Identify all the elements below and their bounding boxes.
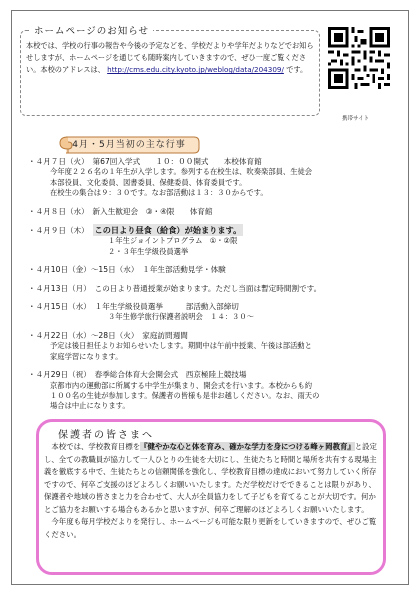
schedule-item-main: ・４月10日（金）～15日（水） １年生部活動見学・体験 — [28, 265, 226, 275]
schedule-item-main: ・４月７日（火） 第67回入学式 １０：００開式 本校体育館 — [28, 157, 262, 166]
schedule-item — [28, 207, 400, 217]
notice-text: 本校では、学校の行事の報告や今後の予定などを、学校だよりや学年だよりなどでお知らせしますが、ホームページを通じても随時案内していきますので、ぜひ一度ご覧ください。本校のアドレスは、 — [26, 41, 314, 74]
guardians-text: と設定し、全ての教職員が協力して一人ひとりの生徒を大切にし、生徒たちと時間と場所を共有する現場主義を徹底する中で、生徒たちとの信頼関係を強化し、学校教育目標の達成において努力していく所存ですので、何卒ご支援のほどよろしくお願いいたします。ただ学校だけでできることは限りがあり、保護者や地域の皆さまと力を合わせて、大人が全員協力をして子どもを育てることが大切です。何かとご協力をお願いする場合もあるかと思いますが、何卒ご理解のほどよろしくお願いいたします。 — [44, 442, 377, 514]
schedule-item-detail: ３年生修学旅行保護者説明会 １４：３０～ — [108, 312, 254, 322]
guardians-closing-text: 今年度も毎月学校だよりを発行し、ホームページも可能な限り更新をしていきますので、ぜひご覧ください。 — [44, 517, 377, 539]
school-url-link[interactable]: http://cms.edu.city.kyoto.jp/weblog/data/204309/ — [107, 65, 284, 74]
schedule-item-date: ・４月９日（木） — [28, 226, 85, 236]
guardians-intro: 本校では、学校教育目標を — [51, 442, 141, 451]
schedule-item-detail: 場合は中止になります。 — [50, 401, 130, 411]
schedule-item-main: ・４月29日（祝） 春季総合体育大会開会式 西京極陸上競技場 — [28, 370, 247, 380]
schedule-item-detail: 在校生の集合は９：３０です。なお部活動は１３：３０からです。 — [50, 188, 268, 198]
schedule-item — [28, 284, 400, 294]
schedule-item-detail: １年生ジョイントプログラム ①・②限 — [108, 236, 238, 246]
schedule-item-detail: １００名の生徒が参加します。保護者の皆様も是非お越しください。なお、雨天の — [50, 390, 320, 400]
schedule-item-detail: 予定は後日担任よりお知らせいたします。期間中は午前中授業、午後は部活動と — [50, 341, 312, 351]
schedule-item-main: ・４月13日（月） この日より普通授業が始まります。ただし当面は暫定時間割です。 — [28, 283, 322, 293]
schedule-item-detail: ２・３年生学級役員選挙 — [108, 246, 189, 256]
school-goal: 『健やかな心と体を育み、確かな学力を身につける峰ヶ岡教育』 — [140, 442, 355, 451]
schedule-list — [28, 157, 400, 412]
guardians-message-body — [44, 441, 378, 541]
schedule-item — [28, 370, 400, 412]
lunch-start-highlight: この日より昼食（給食）が始まります。 — [94, 225, 242, 236]
schedule-item-main: ・４月22日（水）～28日（火） 家庭訪問週間 — [28, 330, 188, 340]
schedule-item — [28, 302, 400, 323]
schedule-item-detail: 京都市内の運動部に所属する中学生が集まり、開会式を行います。本校からも約 — [50, 380, 313, 390]
qr-code-icon — [328, 27, 390, 89]
guardians-paragraph — [44, 441, 378, 516]
schedule-item — [28, 157, 400, 199]
homepage-notice-title: ホームページのお知らせ — [30, 23, 153, 37]
schedule-item-main — [28, 225, 400, 236]
guardians-closing — [44, 516, 378, 541]
schedule-item-detail: 本部役員、文化委員、図書委員、保健委員、体育委員です。 — [50, 177, 247, 187]
qr-caption: 携帯サイト — [342, 116, 370, 122]
schedule-item-detail: 家庭学習になります。 — [50, 351, 123, 361]
schedule-heading: 4月・5月当初の主な行事 — [72, 140, 186, 150]
schedule-item — [28, 331, 400, 362]
schedule-item-detail: 今年度２２６名の１年生が入学します。参列する在校生は、吹奏楽部員、生徒会 — [50, 167, 313, 177]
homepage-notice-body — [26, 40, 318, 76]
schedule-item — [28, 225, 400, 257]
notice-url-suffix: です。 — [286, 65, 308, 74]
schedule-item — [28, 265, 400, 275]
guardians-title: 保護者の皆さまへ — [58, 430, 154, 441]
schedule-item-main: ・４月８日（水） 新入生歓迎会 ③・④限 体育館 — [28, 206, 213, 216]
schedule-item-main: ・４月15日（水） １年生学級役員選挙 部活動入部締切 — [28, 302, 239, 312]
